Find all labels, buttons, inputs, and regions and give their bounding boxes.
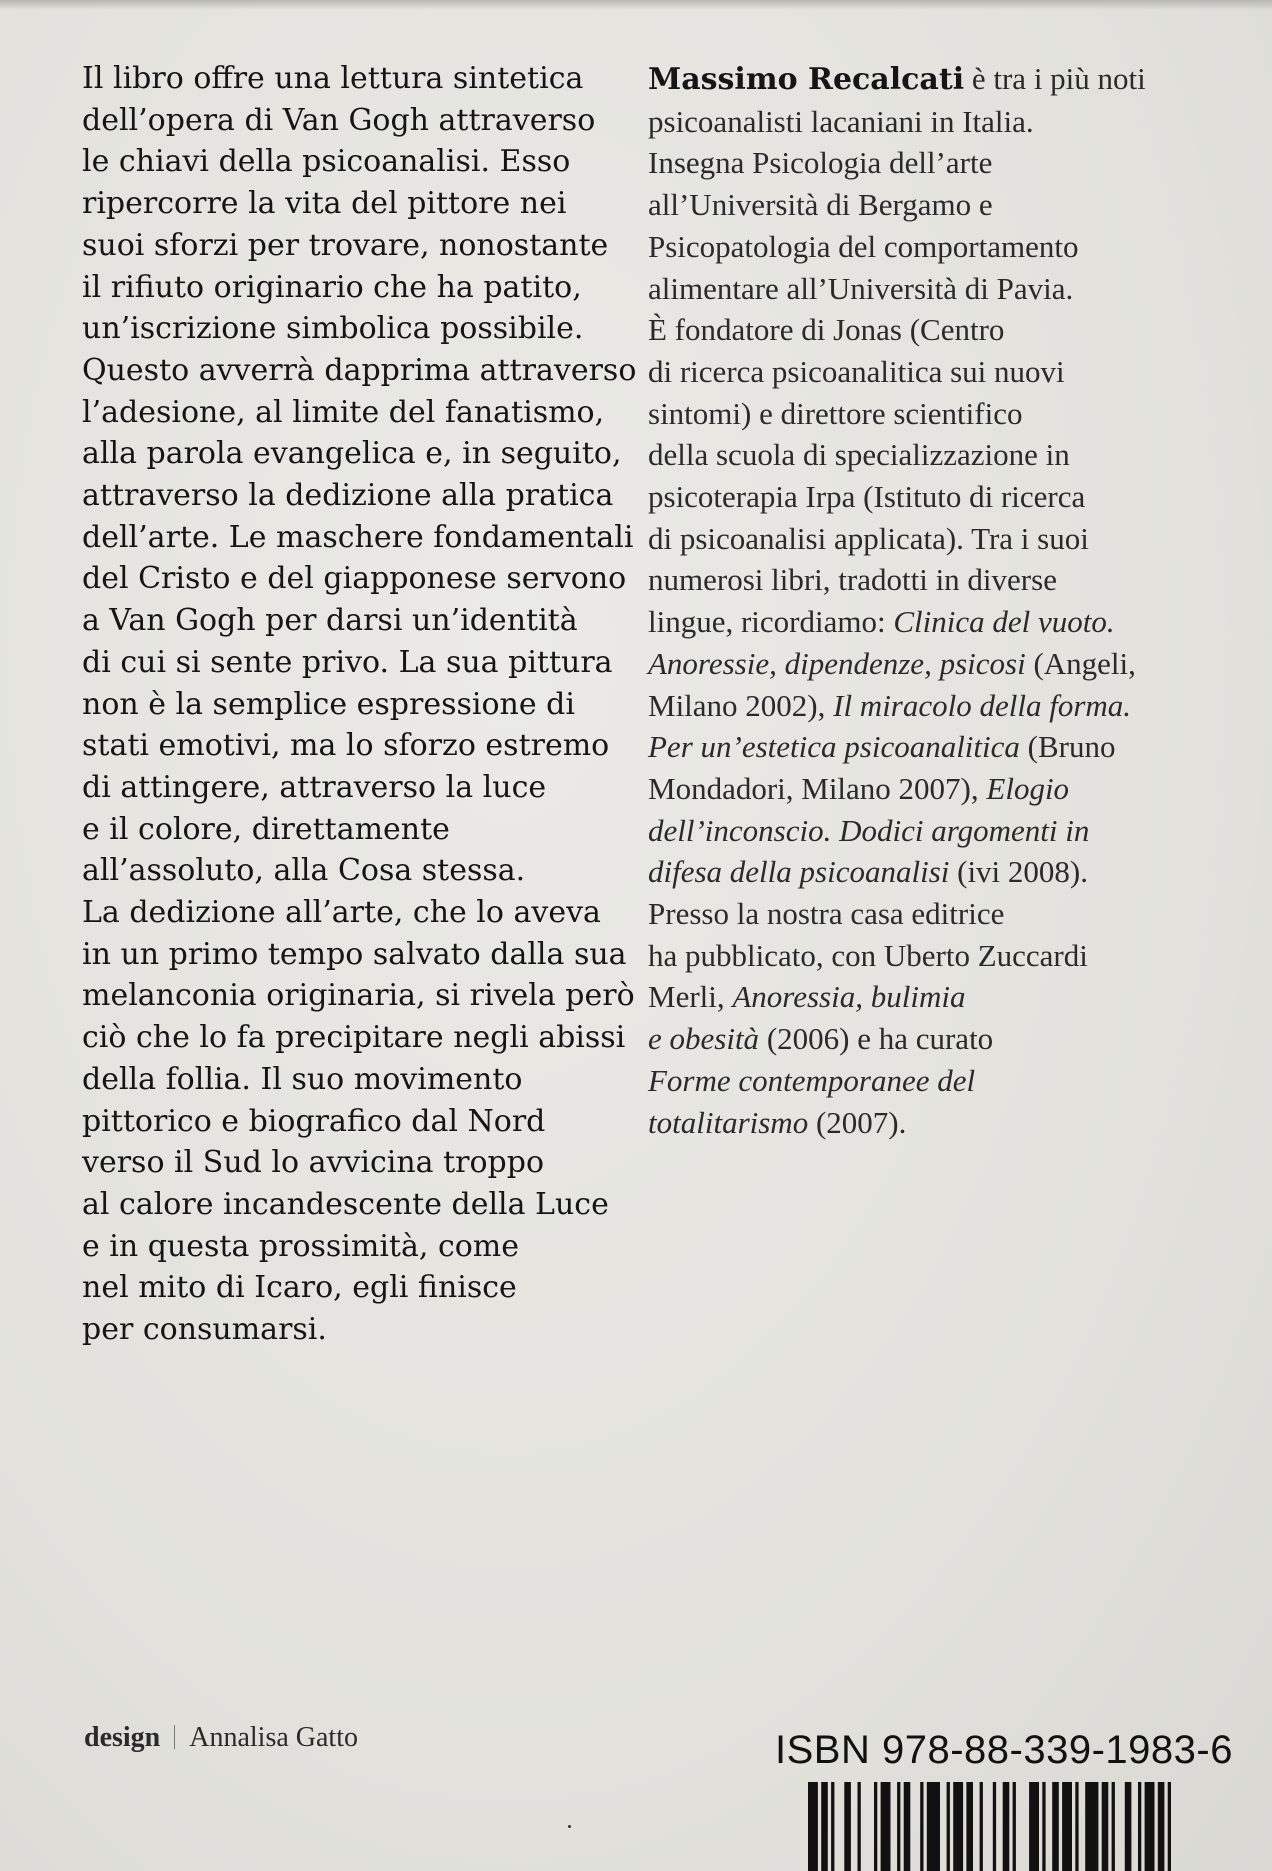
synopsis-line: ripercorre la vita del pittore nei [82,186,567,222]
barcode-bar [831,1782,834,1871]
synopsis-line: melanconia originaria, si rivela però [82,978,635,1014]
author-name: Massimo Recalcati [648,62,965,97]
isbn-number: ISBN 978-88-339-1983-6 [775,1728,1233,1772]
bio-text-5: (2006) e ha curato [766,1021,994,1057]
synopsis-line: La dedizione all’arte, che lo aveva [82,895,601,931]
design-label: design [84,1722,161,1753]
barcode-bar [920,1782,923,1871]
synopsis-line: pittorico e biografico dal Nord [82,1103,546,1139]
synopsis-line: all’assoluto, alla Cosa stessa. [82,853,526,889]
barcode-bar [874,1782,877,1871]
bio-text-6: (2007). [808,1104,907,1140]
barcode-bar [1042,1782,1045,1871]
barcode-bar [858,1782,861,1871]
barcode-bar [1085,1782,1098,1871]
barcode-bar [821,1782,828,1871]
synopsis-line: non è la semplice espressione di [82,686,575,722]
synopsis-line: ciò che lo fa precipitare negli abissi [82,1020,626,1056]
credit-divider [174,1725,175,1749]
synopsis-line: Il libro offre una lettura sintetica [82,61,584,96]
book-title-1: Clinica del vuoto. Anoressie, dipendenze, psicosi [648,604,1115,681]
barcode-bar [927,1782,940,1871]
barcode-bar [881,1782,891,1871]
barcode-bar [1158,1782,1165,1871]
synopsis-line: nel mito di Icaro, egli finisce [82,1270,517,1306]
synopsis-line: del Cristo e del giapponese servono [82,561,627,597]
barcode-bar [1168,1782,1171,1871]
synopsis-line: della follia. Il suo movimento [82,1061,523,1097]
barcode-bar [947,1782,950,1871]
synopsis-line: di cui si sente privo. La sua pittura [82,644,613,680]
barcode-bars [808,1782,1171,1871]
barcode-bar [1138,1782,1141,1871]
synopsis-line: un’iscrizione simbolica possibile. [82,311,584,347]
bio-text-3: (Bruno Mondadori, Milano 2007), [648,729,1116,806]
barcode-bar [844,1782,851,1871]
synopsis-line: attraverso la dedizione alla pratica [82,478,614,514]
synopsis-line: in un primo tempo salvato dalla sua [82,936,627,972]
design-credit [84,1722,358,1754]
synopsis-line: e il colore, direttamente [82,811,450,847]
synopsis-line: verso il Sud lo avvicina troppo [82,1145,545,1181]
book-synopsis [82,58,642,1351]
bio-text-2: (Angeli, Milano 2002), [648,645,1136,723]
synopsis-line: l’adesione, al limite del fanatismo, [82,394,605,430]
synopsis-line: di attingere, attraverso la luce [82,769,547,805]
barcode-bar [966,1782,973,1871]
barcode-bar [1052,1782,1059,1871]
barcode-bar [1029,1782,1039,1871]
synopsis-line: stati emotivi, ma lo sforzo estremo [82,728,610,764]
synopsis-line: dell’opera di Van Gogh attraverso [82,102,596,138]
barcode-bar [1013,1782,1016,1871]
cover-top-edge [0,0,1272,10]
synopsis-line: al calore incandescente della Luce [82,1186,609,1222]
barcode-bar [1003,1782,1010,1871]
author-bio [648,58,1248,1143]
synopsis-line: e in questa prossimità, come [82,1228,520,1264]
barcode-bar [1102,1782,1109,1871]
designer-name: Annalisa Gatto [189,1722,358,1753]
synopsis-line: per consumarsi. [82,1312,327,1348]
bio-text-4: (ivi 2008). Presso la nostra casa editrice ha pubblicato, con Uberto Zuccardi Merli, [648,854,1088,1015]
barcode-bar [1145,1782,1155,1871]
barcode-bar [904,1782,911,1871]
book-title-5: Forme contemporanee del totalitarismo [648,1062,976,1140]
barcode-bar [897,1782,900,1871]
paper-speck [568,1825,571,1828]
synopsis-line: dell’arte. Le maschere fondamentali [82,519,634,555]
barcode-bar [993,1782,996,1871]
barcode-bar [1062,1782,1072,1871]
barcode-bar [980,1782,983,1871]
barcode-bar [1112,1782,1115,1871]
bio-text-1: è tra i più noti psicoanalisti lacaniani in Italia. Insegna Psicologia dell’arte all’Università di Bergamo e Psicopatologia del comportamento alimentare all’Università di Pavia. È fondatore di Jonas (Centro di ricerca psicoanalitica sui nuovi sintomi) e direttore scientifico della scuola di specializzazione in psicoterapia Irpa (Istituto di ricerca di psicoanalisi applicata). Tra i suoi numerosi libri, tradotti in diverse lingue, ricordiamo: [648,61,1146,640]
barcode-bar [1075,1782,1078,1871]
book-title-3: Elogio dell’inconscio. Dodici argomenti in difesa della psicoanalisi [648,770,1090,890]
barcode-bar [808,1782,818,1871]
synopsis-line: le chiavi della psicoanalisi. Esso [82,144,571,180]
book-title-2: Il miracolo della forma. Per un’estetica psicoanalitica [648,687,1132,765]
book-title-4: Anoressia, bulimia e obesità [648,979,966,1057]
synopsis-line: suoi sforzi per trovare, nonostante [82,227,609,263]
barcode-image [808,1782,1188,1871]
synopsis-line: a Van Gogh per darsi un’identità [82,603,578,639]
synopsis-line: il rifiuto originario che ha patito, [82,269,582,305]
synopsis-line: Questo avverrà dapprima attraverso [82,352,637,388]
synopsis-line: alla parola evangelica e, in seguito, [82,436,622,472]
barcode-bar [1125,1782,1132,1871]
barcode-bar [953,1782,963,1871]
